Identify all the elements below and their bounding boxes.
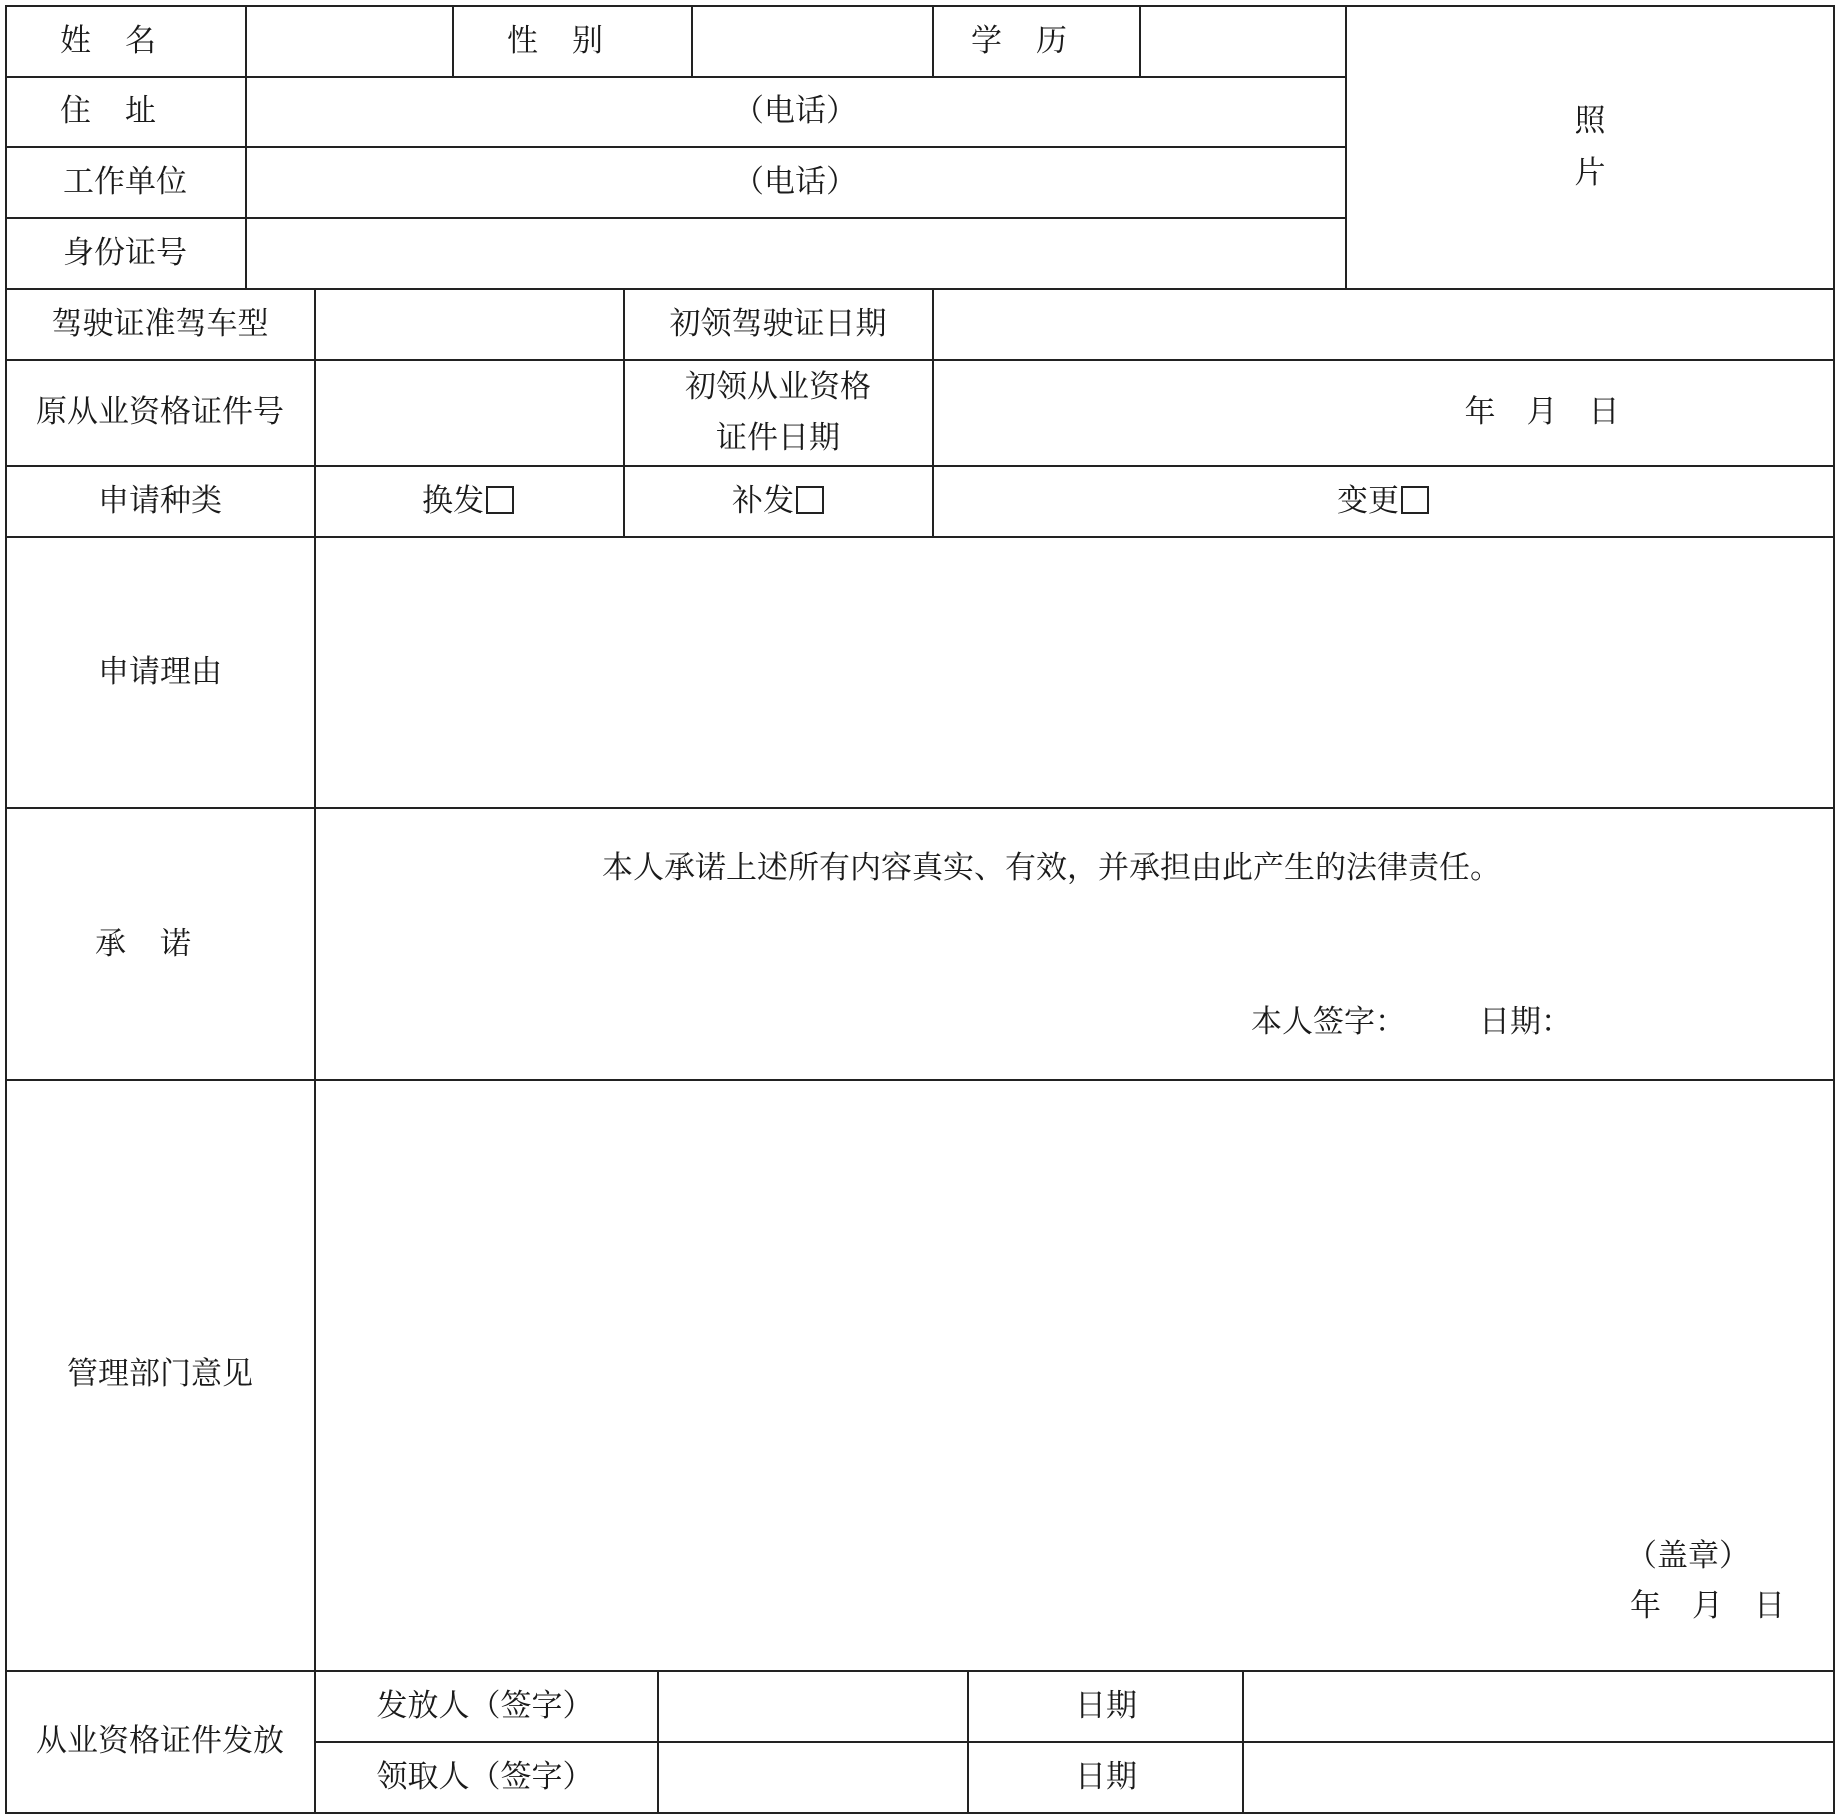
education-label: 学历 [971, 23, 1101, 59]
issuer-signature-field[interactable] [659, 1672, 967, 1741]
option-change-label: 变更 [1337, 483, 1399, 519]
border-bottom [5, 1812, 1835, 1814]
col-divider [932, 5, 934, 78]
first-cert-date-label-line1: 初领从业资格 [685, 369, 871, 405]
photo-label-line2: 片 [1574, 155, 1606, 191]
promise-label: 承诺 [95, 926, 225, 962]
first-cert-date-value[interactable]: 年 月 日 [1464, 394, 1620, 430]
original-cert-number-field[interactable] [316, 361, 623, 465]
col-divider [967, 1670, 969, 1814]
promise-statement: 本人承诺上述所有内容真实、有效，并承担由此产生的法律责任。 [602, 850, 1501, 886]
dept-opinion-field[interactable] [316, 1081, 1833, 1551]
row-divider [5, 465, 1835, 467]
dept-opinion-label: 管理部门意见 [67, 1356, 253, 1392]
reason-label: 申请理由 [98, 654, 222, 690]
dept-date: 年 月 日 [1630, 1588, 1785, 1624]
issue-date-field[interactable] [1244, 1672, 1833, 1741]
receiver-signature-field[interactable] [659, 1743, 967, 1812]
reason-field[interactable] [316, 538, 1833, 807]
option-renew-label: 换发 [422, 483, 484, 519]
signature-date-label: 日期： [1479, 1004, 1572, 1040]
row-divider [5, 807, 1835, 809]
original-cert-number-label: 原从业资格证件号 [36, 394, 284, 430]
seal-label: （盖章） [1626, 1538, 1750, 1574]
work-unit-label: 工作单位 [63, 164, 187, 200]
issue-date-label: 日期 [1075, 1688, 1137, 1724]
license-date-field[interactable] [934, 290, 1833, 359]
issuer-label: 发放人（签字） [376, 1688, 594, 1724]
license-type-label: 驾驶证准驾车型 [51, 306, 269, 342]
col-divider [314, 288, 316, 1814]
name-field[interactable] [247, 7, 452, 76]
row-divider [5, 359, 1835, 361]
border-right [1833, 5, 1835, 1814]
gender-label: 性别 [507, 23, 637, 59]
col-divider [452, 5, 454, 78]
receiver-label: 领取人（签字） [376, 1759, 594, 1795]
change-checkbox[interactable] [1401, 486, 1429, 514]
photo-label-line1: 照 [1574, 103, 1606, 139]
option-reissue[interactable] [732, 483, 824, 519]
address-phone-label: （电话） [733, 93, 857, 129]
photo-area [1347, 7, 1833, 288]
id-number-label: 身份证号 [63, 235, 187, 271]
receive-date-field[interactable] [1244, 1743, 1833, 1812]
id-number-field[interactable] [247, 219, 1345, 288]
name-label: 姓名 [60, 23, 190, 59]
receive-date-label: 日期 [1075, 1759, 1137, 1795]
gender-field[interactable] [693, 7, 932, 76]
option-change[interactable] [1337, 483, 1429, 519]
education-field[interactable] [1141, 7, 1345, 76]
border-left [5, 5, 7, 1814]
license-date-label: 初领驾驶证日期 [669, 306, 887, 342]
option-reissue-label: 补发 [732, 483, 794, 519]
reissue-checkbox[interactable] [796, 486, 824, 514]
option-renew[interactable] [422, 483, 514, 519]
license-type-field[interactable] [316, 290, 623, 359]
apply-type-label: 申请种类 [98, 483, 222, 519]
col-divider [623, 288, 625, 538]
first-cert-date-label-line2: 证件日期 [716, 420, 840, 456]
issuance-label: 从业资格证件发放 [36, 1723, 284, 1759]
signature-label: 本人签字： [1251, 1004, 1406, 1040]
work-phone-label: （电话） [733, 164, 857, 200]
address-label: 住址 [60, 93, 190, 129]
signature-field[interactable] [1408, 1002, 1478, 1042]
renew-checkbox[interactable] [486, 486, 514, 514]
